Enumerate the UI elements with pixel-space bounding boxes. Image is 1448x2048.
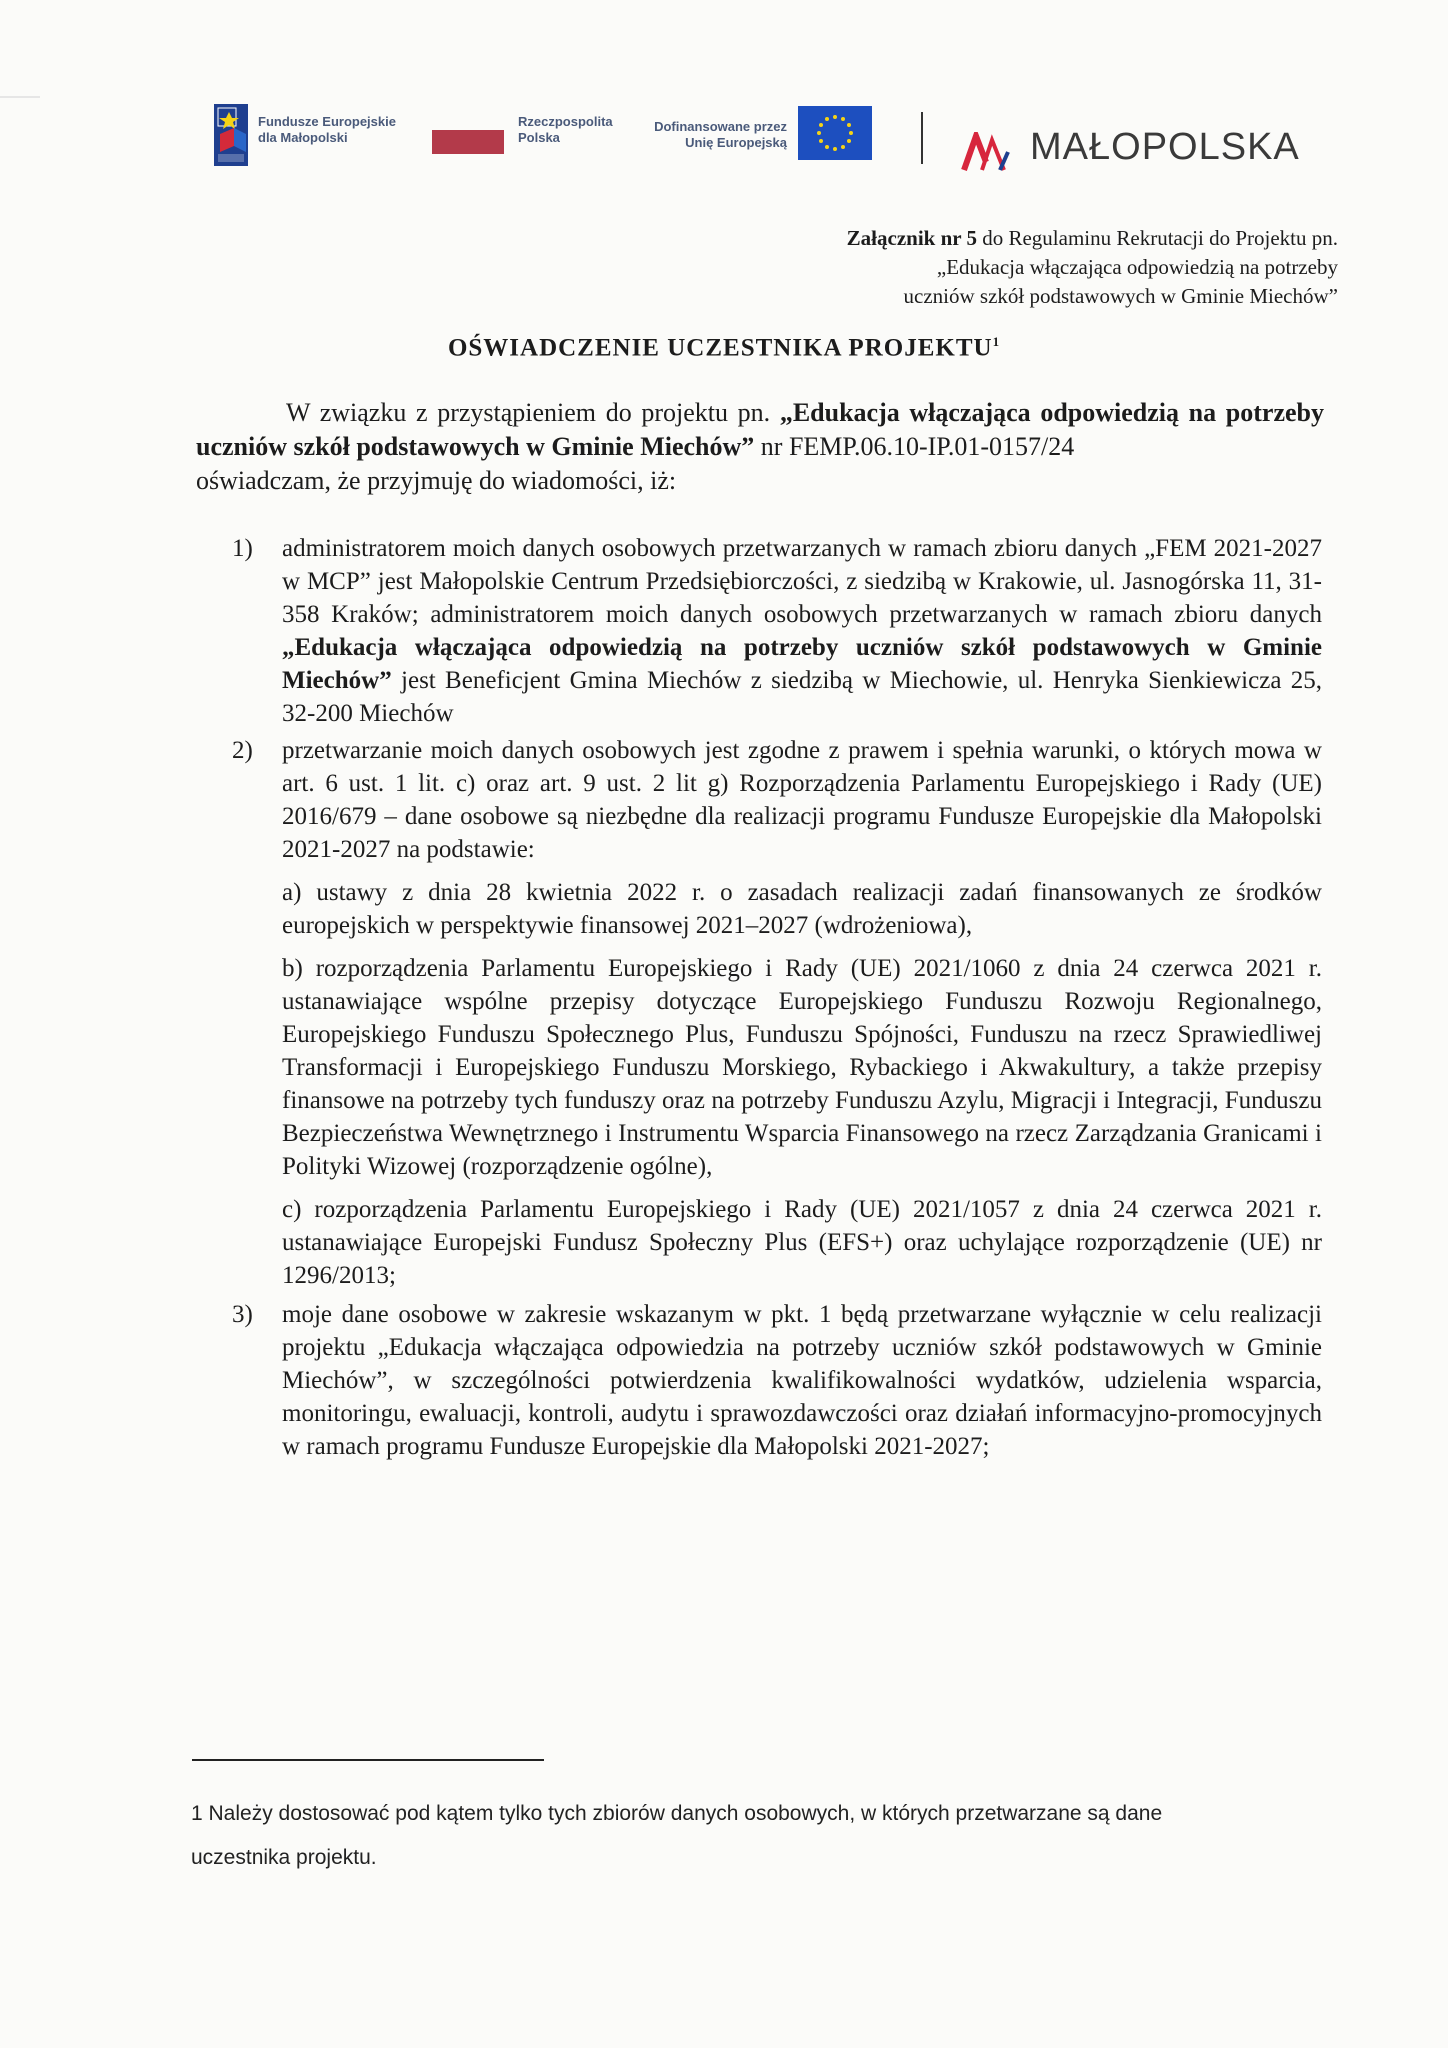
- item1-text-a: administratorem moich danych osobowych przetwarzanych w ramach zbioru danych „FEM 2021-2027 w MCP” jest Małopolskie Centrum Przedsiębiorczości, z siedzibą w Krakowie, ul. Jasnogórska 11, 31-358 Kraków; administratorem moich danych osobowych przetwarzanych w ramach zbioru danych: [282, 535, 1322, 628]
- logo-pl-line1: Rzeczpospolita: [518, 114, 613, 129]
- intro-project-name: „Edukacja włączająca odpowiedzią na potrzeby uczniów szkół podstawowych w Gminie Miechów”: [196, 398, 1324, 461]
- title-text: OŚWIADCZENIE UCZESTNIKA PROJEKTU: [447, 334, 993, 362]
- annex-line3: uczniów szkół podstawowych w Gminie Miechów”: [903, 284, 1338, 308]
- footnote-separator: [192, 1759, 544, 1761]
- list-item-number: 2): [232, 737, 253, 764]
- intro-paragraph: [196, 396, 1324, 498]
- list-item: [232, 1298, 1322, 1463]
- list-item-number: 1): [232, 535, 253, 562]
- annex-reference: [638, 224, 1338, 311]
- list-item-number: 3): [232, 1301, 253, 1328]
- logo-fe-line1: Fundusze Europejskie: [258, 114, 396, 129]
- item1-text-b: jest Beneficjent Gmina Miechów z siedzibą w Miechowie, ul. Henryka Sienkiewicza 25, 32-200 Miechów: [282, 667, 1322, 727]
- eu-flag-icon: [798, 106, 872, 160]
- logo-pl-line2: Polska: [518, 130, 560, 145]
- item1-project-name: „Edukacja włączająca odpowiedzią na potrzeby uczniów szkół podstawowych w Gminie Miechów”: [282, 634, 1322, 694]
- list-item-text: przetwarzanie moich danych osobowych jest zgodne z prawem i spełnia warunki, o których mowa w art. 6 ust. 1 lit. c) oraz art. 9 ust. 2 lit g) Rozporządzenia Parlamentu Europejskiego i Rady (UE) 2016/679 – dane osobowe są niezbędne dla realizacji programu Fundusze Europejskie dla Małopolski 2021-2027 na podstawie:: [282, 737, 1322, 863]
- fundusze-europejskie-logo-icon: [214, 104, 248, 166]
- intro-part1: W związku z przystąpieniem do projektu pn.: [286, 398, 780, 427]
- intro-statement: [196, 396, 1324, 464]
- document-title: [0, 334, 1448, 362]
- logo-eu-line1: Dofinansowane przez: [654, 119, 787, 134]
- eu-cofinancing-logo-text: [645, 119, 787, 151]
- annex-number: Załącznik nr 5: [846, 226, 977, 250]
- footnote-line2: uczestnika projektu.: [191, 1846, 377, 1869]
- sub-item-b: b) rozporządzenia Parlamentu Europejskiego i Rady (UE) 2021/1060 z dnia 24 czerwca 2021 r. ustanawiające wspólne przepisy dotyczące Europejskiego Funduszu Rozwoju Regionalnego, Europejskiego Funduszu Społecznego Plus, Funduszu Spójności, Funduszu na rzecz Sprawiedliwej Transformacji i Europejskiego Funduszu Morskiego, Rybackiego i Akwakultury, a także przepisy finansowe na potrzeby tych funduszy oraz na potrzeby Funduszu Azylu, Migracji i Integracji, Funduszu Bezpieczeństwa Wewnętrznego i Instrumentu Wsparcia Finansowego na rzecz Zarządzania Granicami i Polityki Wizowej (rozporządzenie ogólne),: [282, 955, 1322, 1180]
- poland-flag-icon: [432, 130, 504, 154]
- declaration-list: [232, 532, 1322, 1467]
- title-footnote-ref: 1: [992, 334, 1001, 349]
- list-item: [232, 734, 1322, 1292]
- footnote: [191, 1792, 1341, 1880]
- malopolska-logo-text: MAŁOPOLSKA: [1030, 126, 1300, 168]
- sub-item-a: a) ustawy z dnia 28 kwietnia 2022 r. o zasadach realizacji zadań finansowanych ze środków europejskich w perspektywie finansowej 2021–2027 (wdrożeniowa),: [282, 879, 1322, 939]
- annex-line2: „Edukacja włączająca odpowiedzią na potrzeby: [936, 255, 1338, 279]
- footnote-line1: 1 Należy dostosować pod kątem tylko tych zbiorów danych osobowych, w których przetwarzane są dane: [191, 1802, 1163, 1825]
- list-item-text: moje dane osobowe w zakresie wskazanym w pkt. 1 będą przetwarzane wyłącznie w celu realizacji projektu „Edukacja włączająca odpowiedzia na potrzeby uczniów szkół podstawowych w Gminie Miechów”, w szczególności potwierdzenia kwalifikowalności wydatków, udzielenia wsparcia, monitoringu, ewaluacji, kontroli, audytu i sprawozdawczości oraz działań informacyjno-promocyjnych w ramach programu Fundusze Europejskie dla Małopolski 2021-2027;: [282, 1301, 1322, 1460]
- rzeczpospolita-polska-logo-text: [518, 114, 613, 146]
- logo-fe-line2: dla Małopolski: [258, 130, 348, 145]
- intro-project-number: nr FEMP.06.10-IP.01-0157/24: [754, 432, 1075, 461]
- sub-item-c: c) rozporządzenia Parlamentu Europejskiego i Rady (UE) 2021/1057 z dnia 24 czerwca 2021 r. ustanawiające Europejski Fundusz Społeczny Plus (EFS+) oraz uchylające rozporządzenie (UE) nr 1296/2013;: [282, 1196, 1322, 1289]
- logo-strip: [0, 0, 1448, 180]
- list-item-text: [282, 532, 1322, 730]
- annex-line1: [638, 224, 1338, 253]
- intro-declaration: oświadczam, że przyjmuję do wiadomości, iż:: [196, 466, 677, 495]
- logo-separator: [921, 112, 923, 164]
- list-item: [232, 532, 1322, 730]
- malopolska-logo-icon: [960, 132, 1012, 172]
- fundusze-europejskie-logo-text: [258, 114, 396, 146]
- logo-eu-line2: Unię Europejską: [685, 135, 787, 150]
- annex-line1-rest: do Regulaminu Rekrutacji do Projektu pn.: [976, 226, 1338, 250]
